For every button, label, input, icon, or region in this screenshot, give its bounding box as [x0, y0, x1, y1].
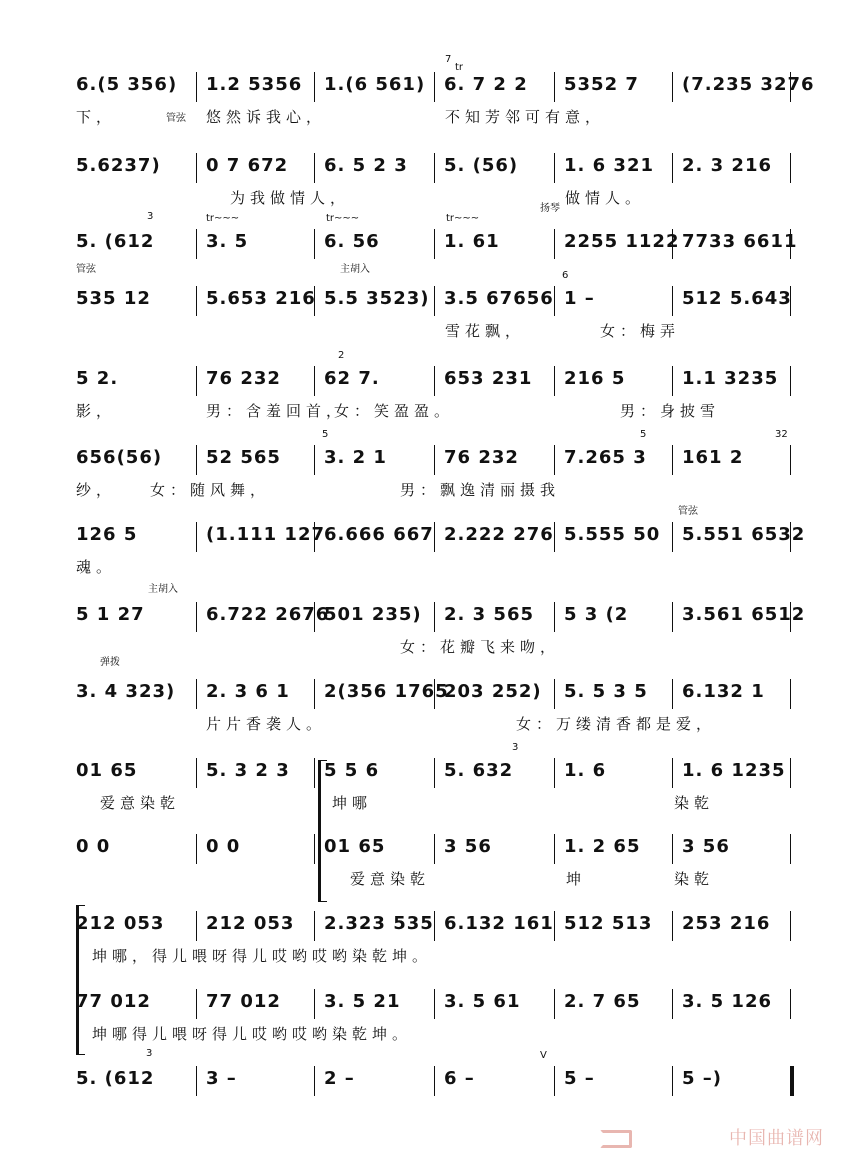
barline — [672, 911, 673, 941]
lyric-line: 女：花瓣飞来吻， — [400, 638, 561, 656]
barline — [434, 153, 435, 183]
measure: 3.561 6512 — [682, 604, 806, 625]
notation-row — [0, 264, 864, 340]
measure: 3. 4 323) — [76, 681, 176, 702]
notation-row — [0, 1048, 864, 1098]
measure: 76 232 — [206, 368, 281, 389]
watermark-logo-icon — [600, 1130, 632, 1148]
lyric-line: 下， — [76, 108, 117, 126]
measure: 1.1 3235 — [682, 368, 779, 389]
measure: 5.551 6532 — [682, 524, 806, 545]
measure: 01 65 — [324, 836, 386, 857]
measure: 512 513 — [564, 913, 653, 934]
measure: 2255 1122 — [564, 231, 680, 252]
barline — [314, 229, 315, 259]
measure: 5. 3 2 3 — [206, 760, 290, 781]
barline — [196, 445, 197, 475]
measure: 5 –) — [682, 1068, 723, 1089]
barline — [314, 445, 315, 475]
barline — [314, 911, 315, 941]
measure: 1 – — [564, 288, 595, 309]
measure: 161 2 — [682, 447, 744, 468]
lyric-line: 片片香袭人。 — [206, 715, 327, 733]
lyric-line: 女：梅弄 — [600, 322, 681, 340]
barline — [790, 286, 791, 316]
notation-row — [0, 429, 864, 499]
measure: 2(356 1765 — [324, 681, 449, 702]
measure: 6.666 667 — [324, 524, 434, 545]
barline — [672, 989, 673, 1019]
barline — [196, 229, 197, 259]
barline — [196, 758, 197, 788]
barline — [554, 445, 555, 475]
measure: 3 – — [206, 1068, 237, 1089]
notation-row — [0, 584, 864, 656]
measure: (1.111 127 — [206, 524, 326, 545]
measure: 5 2. — [76, 368, 119, 389]
measure: 5 – — [564, 1068, 595, 1089]
barline — [196, 153, 197, 183]
measure: 5.6237) — [76, 155, 161, 176]
barline — [672, 522, 673, 552]
measure: 1. 2 65 — [564, 836, 641, 857]
performance-mark: 2 — [338, 350, 345, 361]
lyric-line: 女：随风舞， — [150, 481, 271, 499]
measure: 501 235) — [324, 604, 422, 625]
measure: 5 3 (2 — [564, 604, 629, 625]
measure: 6. 5 2 3 — [324, 155, 408, 176]
notation-row — [0, 907, 864, 965]
barline — [672, 72, 673, 102]
lyric-line: 爱意染乾 — [100, 794, 181, 812]
measure: 656(56) — [76, 447, 163, 468]
measure: (7.235 3276 — [682, 74, 815, 95]
measure: 5. 632 — [444, 760, 514, 781]
lyric-line: 男：飘逸清丽摄我 — [400, 481, 561, 499]
measure: 2. 3 6 1 — [206, 681, 290, 702]
barline — [434, 834, 435, 864]
barline — [790, 989, 791, 1019]
measure: 5. (612 — [76, 1068, 155, 1089]
barline — [672, 366, 673, 396]
barline — [434, 445, 435, 475]
lyric-line: 做情人。 — [565, 189, 646, 207]
measure: 5. 5 3 5 — [564, 681, 648, 702]
barline — [314, 72, 315, 102]
barline — [196, 286, 197, 316]
measure: 0 0 — [206, 836, 241, 857]
barline — [196, 989, 197, 1019]
barline — [672, 679, 673, 709]
measure: 3. 5 61 — [444, 991, 521, 1012]
lyric-line: 坤 — [566, 870, 587, 888]
barline — [314, 522, 315, 552]
watermark-text: 中国曲谱网 — [729, 1128, 824, 1149]
barline — [790, 834, 791, 864]
performance-mark: 扬琴 — [540, 203, 560, 214]
performance-mark: 主胡入 — [340, 264, 370, 275]
barline — [434, 679, 435, 709]
barline — [196, 602, 197, 632]
performance-mark: 7 — [445, 54, 452, 65]
lyric-line: 魂。 — [76, 558, 117, 576]
notation-row — [0, 350, 864, 420]
barline — [314, 602, 315, 632]
barline — [434, 758, 435, 788]
measure: 253 216 — [682, 913, 771, 934]
barline — [554, 758, 555, 788]
notation-row — [0, 657, 864, 733]
measure: 6.(5 356) — [76, 74, 178, 95]
barline — [196, 1066, 197, 1096]
measure: 126 5 — [76, 524, 138, 545]
performance-mark: 3 — [146, 1048, 153, 1059]
barline — [434, 1066, 435, 1096]
performance-mark: 管弦 — [678, 506, 698, 517]
measure: 3.5 67656 — [444, 288, 554, 309]
measure: 01 65 — [76, 760, 138, 781]
barline — [790, 911, 791, 941]
barline — [554, 72, 555, 102]
measure: 5.5 3523) — [324, 288, 430, 309]
measure: 0 7 672 — [206, 155, 289, 176]
measure: 5. (56) — [444, 155, 519, 176]
measure: 6.132 1 — [682, 681, 765, 702]
barline — [554, 153, 555, 183]
measure: 2. 7 65 — [564, 991, 641, 1012]
barline — [434, 911, 435, 941]
barline — [434, 286, 435, 316]
lyric-line: 纱， — [76, 481, 117, 499]
barline — [314, 286, 315, 316]
barline — [314, 153, 315, 183]
measure: 1.2 5356 — [206, 74, 303, 95]
measure: 1. 6 — [564, 760, 607, 781]
barline — [554, 286, 555, 316]
measure: 653 231 — [444, 368, 533, 389]
measure: 77 012 — [76, 991, 151, 1012]
measure: 2.222 276 — [444, 524, 554, 545]
barline — [434, 602, 435, 632]
lyric-line: 为我做情人， — [230, 189, 351, 207]
measure: 2 – — [324, 1068, 355, 1089]
measure: 62 7. — [324, 368, 380, 389]
performance-mark: tr~~~ — [446, 213, 480, 224]
measure: 212 053 — [206, 913, 295, 934]
notation-row — [0, 985, 864, 1043]
performance-mark: 3 — [512, 742, 519, 753]
barline — [790, 153, 791, 183]
barline — [196, 366, 197, 396]
barline — [790, 522, 791, 552]
barline — [196, 72, 197, 102]
measure: 3. 2 1 — [324, 447, 387, 468]
performance-mark: 5 — [322, 429, 329, 440]
barline — [314, 679, 315, 709]
notation-row — [0, 742, 864, 812]
barline — [672, 602, 673, 632]
barline — [554, 366, 555, 396]
lyric-line: 染乾 — [674, 870, 715, 888]
barline — [790, 72, 791, 102]
measure: 3 56 — [444, 836, 492, 857]
barline — [672, 229, 673, 259]
barline — [790, 1066, 794, 1096]
barline — [790, 602, 791, 632]
lyric-line: 悠然诉我心， — [206, 108, 327, 126]
performance-mark: tr~~~ — [326, 213, 360, 224]
measure: 1. 61 — [444, 231, 500, 252]
barline — [790, 679, 791, 709]
performance-mark: 6 — [562, 270, 569, 281]
performance-mark: 弹拨 — [100, 657, 120, 668]
barline — [314, 758, 315, 788]
measure: 5352 7 — [564, 74, 639, 95]
lyric-line: 女：笑盈盈。 — [334, 402, 455, 420]
barline — [314, 834, 315, 864]
measure: 5.555 50 — [564, 524, 661, 545]
barline — [672, 834, 673, 864]
measure: 5. (612 — [76, 231, 155, 252]
barline — [554, 834, 555, 864]
lyric-line: 染乾 — [674, 794, 715, 812]
measure: 7733 6611 — [682, 231, 798, 252]
lyric-line: 爱意染乾 — [350, 870, 431, 888]
performance-mark: 5 — [640, 429, 647, 440]
barline — [434, 522, 435, 552]
barline — [434, 989, 435, 1019]
measure: 2. 3 216 — [682, 155, 772, 176]
barline — [554, 522, 555, 552]
measure: 6.722 2676 — [206, 604, 330, 625]
barline — [196, 522, 197, 552]
measure: 76 232 — [444, 447, 519, 468]
measure: 5 5 6 — [324, 760, 380, 781]
measure: 6 – — [444, 1068, 475, 1089]
notation-row — [0, 830, 864, 888]
system-brace — [76, 905, 85, 1055]
lyric-line: 男：身披雪 — [620, 402, 721, 420]
lyric-line: 雪花飘， — [445, 322, 526, 340]
performance-mark: 主胡入 — [148, 584, 178, 595]
measure: 1. 6 321 — [564, 155, 654, 176]
barline — [554, 229, 555, 259]
measure: 2. 3 565 — [444, 604, 534, 625]
barline — [314, 366, 315, 396]
measure: 0 0 — [76, 836, 111, 857]
measure: 512 5.643 — [682, 288, 792, 309]
performance-mark: 32 — [775, 429, 788, 440]
barline — [554, 911, 555, 941]
barline — [554, 602, 555, 632]
measure: 2.323 535 — [324, 913, 434, 934]
measure: 77 012 — [206, 991, 281, 1012]
measure: 1.(6 561) — [324, 74, 426, 95]
measure: 3. 5 21 — [324, 991, 401, 1012]
lyric-line: 坤哪得儿喂呀得儿哎哟哎哟染乾坤。 — [92, 1025, 413, 1043]
barline — [672, 286, 673, 316]
barline — [554, 989, 555, 1019]
barline — [314, 1066, 315, 1096]
barline — [434, 72, 435, 102]
measure: 216 5 — [564, 368, 626, 389]
measure: 6. 56 — [324, 231, 380, 252]
performance-mark: 3 — [147, 211, 154, 222]
performance-mark: tr~~~ — [206, 213, 240, 224]
measure: 7.265 3 — [564, 447, 647, 468]
barline — [196, 679, 197, 709]
barline — [672, 758, 673, 788]
measure: 52 565 — [206, 447, 281, 468]
barline — [790, 366, 791, 396]
lyric-line: 男：含羞回首， — [206, 402, 347, 420]
barline — [196, 911, 197, 941]
barline — [790, 229, 791, 259]
measure: 3. 5 126 — [682, 991, 772, 1012]
measure: 3. 5 — [206, 231, 249, 252]
notation-row — [0, 203, 864, 261]
barline — [672, 445, 673, 475]
lyric-line: 不知芳邻可有意， — [445, 108, 606, 126]
notation-row — [0, 506, 864, 576]
measure: 5.653 216 — [206, 288, 316, 309]
barline — [314, 989, 315, 1019]
performance-mark: V — [540, 1050, 547, 1061]
barline — [554, 679, 555, 709]
measure: 6.132 161 — [444, 913, 554, 934]
system-brace — [318, 760, 327, 902]
barline — [434, 229, 435, 259]
barline — [790, 758, 791, 788]
barline — [672, 153, 673, 183]
measure: 212 053 — [76, 913, 165, 934]
barline — [790, 445, 791, 475]
barline — [554, 1066, 555, 1096]
lyric-line: 女：万缕清香都是爱， — [516, 715, 717, 733]
barline — [672, 1066, 673, 1096]
barline — [434, 366, 435, 396]
lyric-line: 坤哪 — [332, 794, 373, 812]
measure: 6. 7 2 2 — [444, 74, 528, 95]
performance-mark: tr — [455, 62, 464, 73]
measure: 3 56 — [682, 836, 730, 857]
measure: 535 12 — [76, 288, 151, 309]
measure: 5 1 27 — [76, 604, 145, 625]
barline — [196, 834, 197, 864]
lyric-line: 坤哪，得儿喂呀得儿哎哟哎哟染乾坤。 — [92, 947, 433, 965]
measure: 203 252) — [444, 681, 542, 702]
performance-mark: 管弦 — [76, 264, 96, 275]
measure: 1. 6 1235 — [682, 760, 786, 781]
performance-mark: 管弦 — [166, 113, 186, 124]
lyric-line: 影， — [76, 402, 117, 420]
